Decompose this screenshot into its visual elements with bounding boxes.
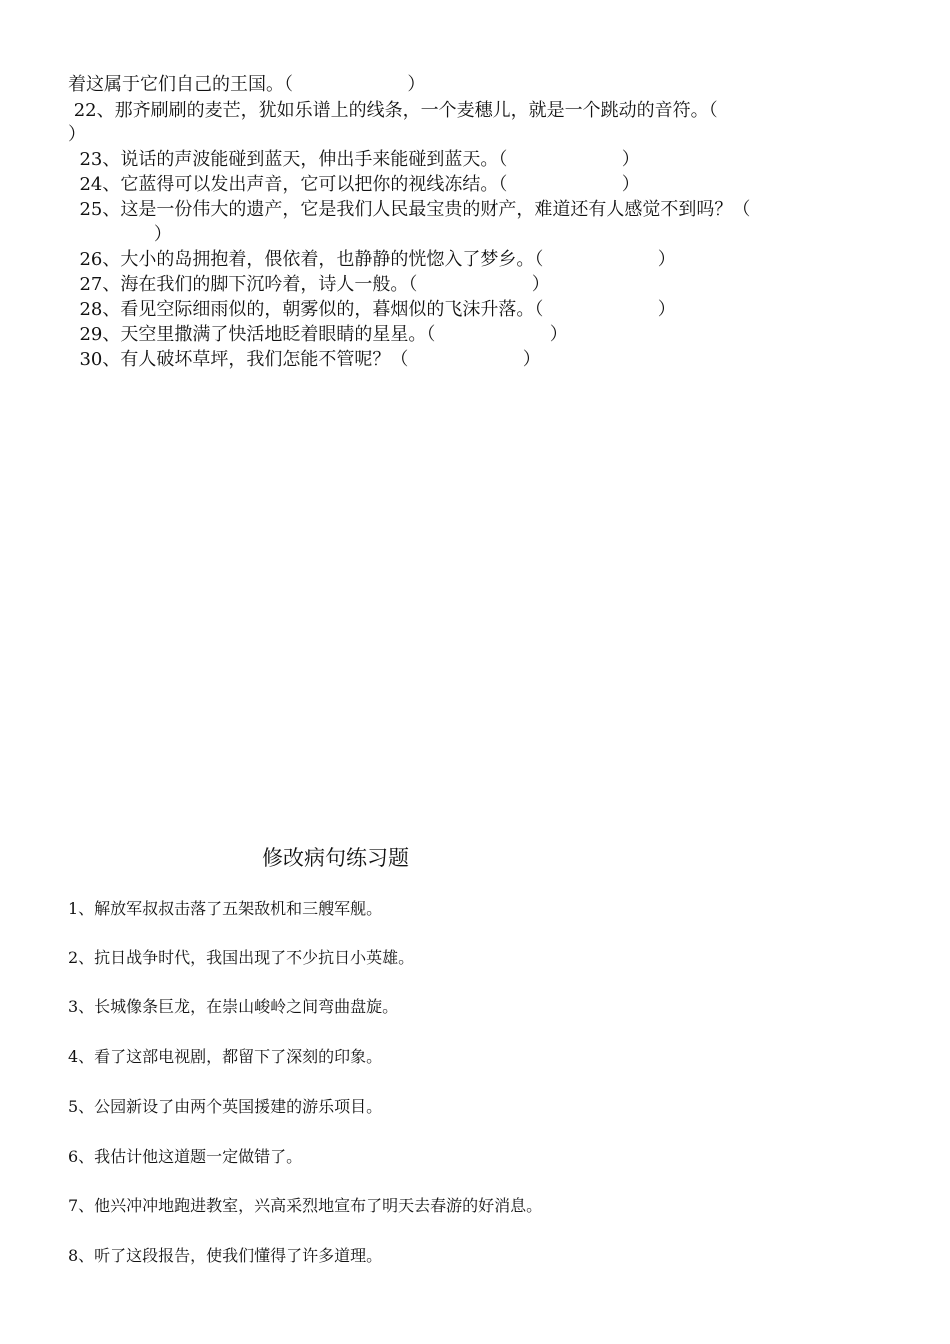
sentence-item: 8、听了这段报告，使我们懂得了许多道理。 bbox=[68, 1246, 383, 1265]
exercise-line: 25、这是一份伟大的遗产，它是我们人民最宝贵的财产，难道还有人感觉不到吗？（ bbox=[68, 199, 751, 220]
sentence-item: 5、公园新设了由两个英国援建的游乐项目。 bbox=[68, 1097, 383, 1116]
sentence-item: 4、看了这部电视剧，都留下了深刻的印象。 bbox=[68, 1047, 383, 1066]
exercise-line: 28、看见空际细雨似的，朝雾似的，暮烟似的飞沫升落。（ ） bbox=[68, 299, 676, 320]
exercise-line: 24、它蓝得可以发出声音，它可以把你的视线冻结。（ ） bbox=[68, 174, 640, 195]
section-title: 修改病句练习题 bbox=[262, 846, 409, 870]
exercise-line: 22、那齐刷刷的麦芒，犹如乐谱上的线条，一个麦穗儿，就是一个跳动的音符。（ bbox=[68, 100, 718, 121]
exercise-line: ） bbox=[68, 124, 86, 145]
sentence-item: 7、他兴冲冲地跑进教室，兴高采烈地宣布了明天去春游的好消息。 bbox=[68, 1196, 543, 1215]
exercise-line: 27、海在我们的脚下沉吟着，诗人一般。（ ） bbox=[68, 274, 550, 295]
exercise-line: 29、天空里撒满了快活地眨着眼睛的星星。（ ） bbox=[68, 324, 568, 345]
sentence-item: 3、长城像条巨龙，在崇山峻岭之间弯曲盘旋。 bbox=[68, 997, 399, 1016]
exercise-line: 30、有人破坏草坪，我们怎能不管呢？（ ） bbox=[68, 349, 541, 370]
sentence-item: 6、我估计他这道题一定做错了。 bbox=[68, 1147, 303, 1166]
exercise-line: 23、说话的声波能碰到蓝天，伸出手来能碰到蓝天。（ ） bbox=[68, 149, 640, 170]
exercise-line: ） bbox=[68, 224, 172, 245]
exercise-line: 26、大小的岛拥抱着，偎依着，也静静的恍惚入了梦乡。（ ） bbox=[68, 249, 676, 270]
exercise-line: 着这属于它们自己的王国。（ ） bbox=[68, 74, 426, 95]
sentence-item: 1、解放军叔叔击落了五架敌机和三艘军舰。 bbox=[68, 899, 383, 918]
sentence-item: 2、抗日战争时代，我国出现了不少抗日小英雄。 bbox=[68, 948, 415, 967]
